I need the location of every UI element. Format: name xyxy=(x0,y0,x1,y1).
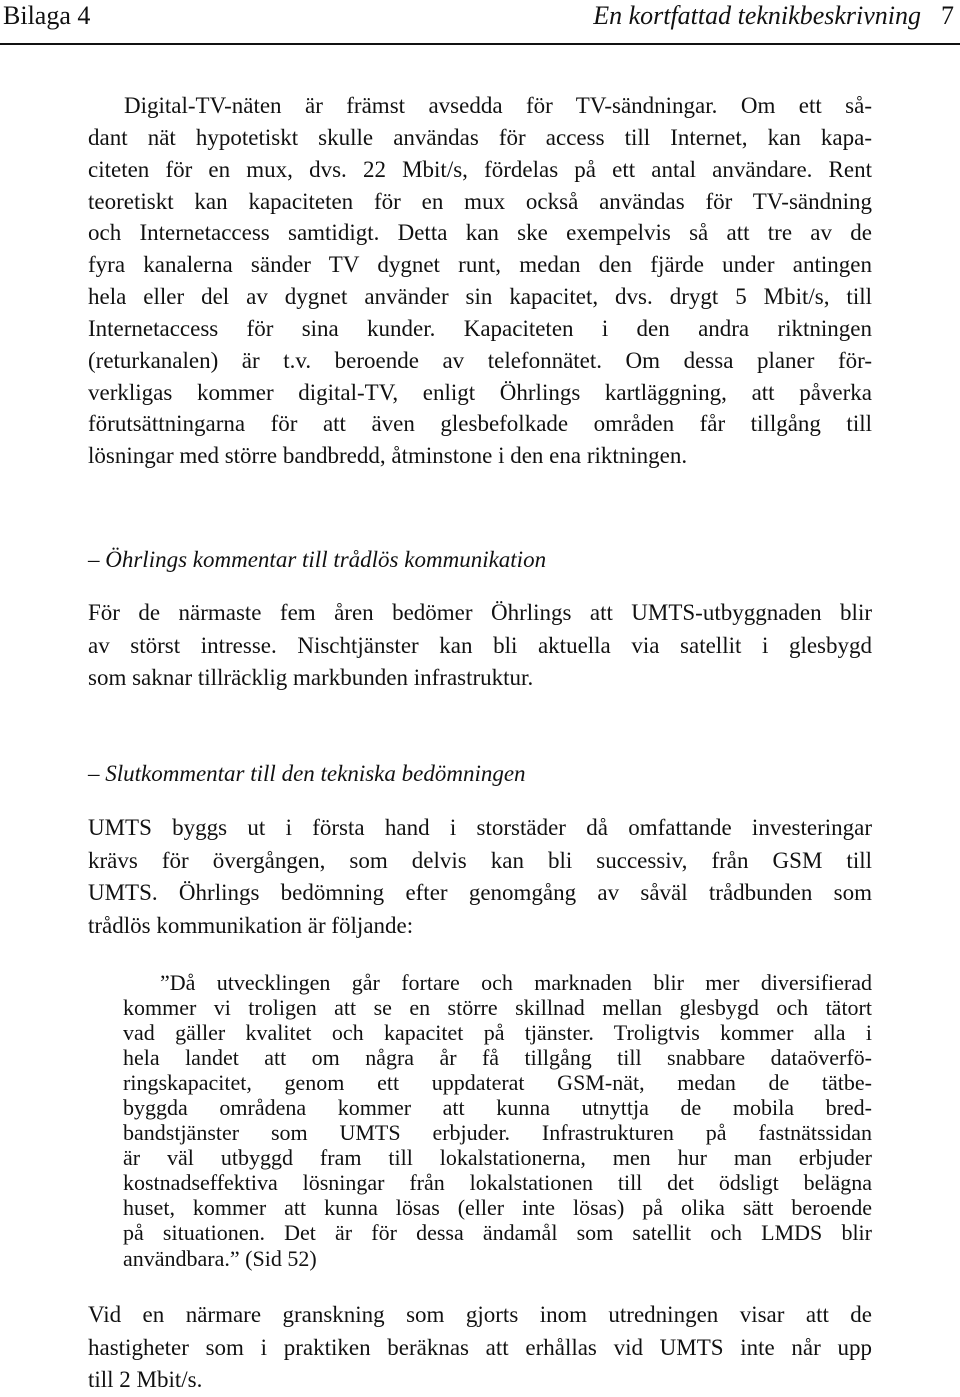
paragraph-line: och Internetaccess samtidigt. Detta kan ske exempelvis så att tre av de xyxy=(88,220,872,246)
page-number: 7 xyxy=(941,1,954,30)
paragraph-line: Internetaccess för sina kunder. Kapaciteten i den andra riktningen xyxy=(88,315,872,341)
paragraph-line: (returkanalen) är t.v. beroende av telefonnätet. Om dessa planer för- xyxy=(88,347,872,373)
quote-line: användbara.” (Sid 52) xyxy=(123,1245,317,1271)
paragraph-line: som saknar tillräcklig markbunden infrastruktur. xyxy=(88,665,534,691)
paragraph-line: lösningar med större bandbredd, åtminstone i den ena riktningen. xyxy=(88,443,688,469)
quote-line: bandstjänster som UMTS erbjuder. Infrastrukturen på fastnätssidan xyxy=(123,1120,872,1146)
paragraph-line: fyra kanalerna sänder TV dygnet runt, medan den fjärde under antingen xyxy=(88,252,872,278)
section-heading-wireless: – Öhrlings kommentar till trådlös kommunikation xyxy=(88,547,547,572)
paragraph-line: För de närmaste fem åren bedömer Öhrlings att UMTS-utbyggnaden blir xyxy=(88,600,872,625)
running-title xyxy=(593,1,954,31)
section-heading-final: – Slutkommentar till den tekniska bedömningen xyxy=(88,761,526,786)
paragraph-line: teoretiskt kan kapaciteten för en mux också användas för TV-sändning xyxy=(88,188,872,214)
quote-line: kommer vi troligen att se en större skillnad mellan glesbygd och tätort xyxy=(123,995,872,1021)
paragraph-line: krävs för övergången, som delvis kan bli successiv, från GSM till xyxy=(88,847,872,873)
paragraph-line: hela eller del av dygnet använder sin kapacitet, dvs. drygt 5 Mbit/s, till xyxy=(88,284,872,310)
paragraph-umts-speed xyxy=(88,1299,872,1397)
quote-line: ringskapacitet, genom ett uppdaterat GSM-nät, medan de tätbe- xyxy=(123,1070,872,1096)
paragraph-line: UMTS. Öhrlings bedömning efter genomgång av såväl trådbunden som xyxy=(88,880,872,906)
paragraph-line: citeten för en mux, dvs. 22 Mbit/s, fördelas på ett antal användare. Rent xyxy=(88,156,872,182)
quote-line: kostnadseffektiva lösningar från lokalstationen till det ödsligt belägna xyxy=(123,1170,872,1196)
paragraph-line: trådlös kommunikation är följande: xyxy=(88,912,414,938)
quote-line: hela landet att om några år få tillgång till snabbare dataöverfö- xyxy=(123,1045,872,1071)
quote-line: på situationen. Det är för dessa ändamål som satellit och LMDS blir xyxy=(123,1220,872,1246)
paragraph-line: dant nät hypotetiskt skulle användas för access till Internet, kan kapa- xyxy=(88,124,872,150)
running-title-text: En kortfattad teknikbeskrivning xyxy=(593,1,921,30)
header-rule xyxy=(0,43,960,45)
quote-line: är väl utbyggd fram till lokalstationerna, men hur man erbjuder xyxy=(123,1145,872,1171)
paragraph-digital-tv xyxy=(88,90,872,472)
block-quote xyxy=(123,970,872,1271)
paragraph-final-comment xyxy=(88,812,872,942)
paragraph-line: till 2 Mbit/s. xyxy=(88,1367,203,1393)
paragraph-line: förutsättningarna för att även glesbefolkade områden får tillgång till xyxy=(88,411,872,437)
page-header xyxy=(0,0,960,48)
quote-line: byggda områdena kommer att kunna utnyttja de mobila bred- xyxy=(123,1095,872,1121)
quote-line: huset, kommer att kunna lösas (eller inte lösas) på olika sätt beroende xyxy=(123,1195,872,1221)
paragraph-wireless-comment xyxy=(88,597,872,695)
appendix-label: Bilaga 4 xyxy=(3,1,91,30)
quote-line: ”Då utvecklingen går fortare och marknaden blir mer diversifierad xyxy=(160,970,872,995)
paragraph-line: hastigheter som i praktiken beräknas att erhållas vid UMTS inte når upp xyxy=(88,1334,872,1360)
paragraph-line: verkligas kommer digital-TV, enligt Öhrlings kartläggning, att påverka xyxy=(88,379,872,405)
quote-line: vad gäller kvalitet och kapacitet på tjänster. Troligtvis kommer alla i xyxy=(123,1020,872,1046)
paragraph-line: av störst intresse. Nischtjänster kan bli aktuella via satellit i glesbygd xyxy=(88,632,872,658)
paragraph-line: UMTS byggs ut i första hand i storstäder då omfattande investeringar xyxy=(88,815,872,840)
paragraph-line: Vid en närmare granskning som gjorts inom utredningen visar att de xyxy=(88,1302,872,1327)
paragraph-line: Digital-TV-näten är främst avsedda för TV-sändningar. Om ett så- xyxy=(124,93,872,118)
